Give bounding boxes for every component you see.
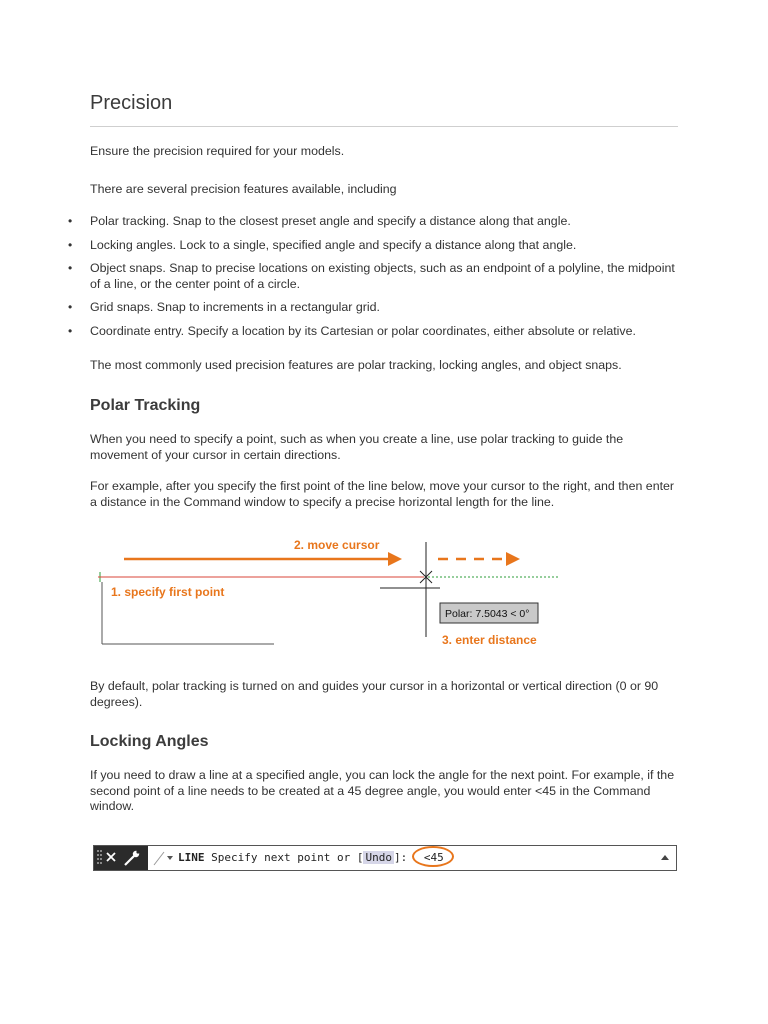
list-item: • Polar tracking. Snap to the closest preset angle and specify a distance along that angle. [68,214,571,228]
command-keyword: LINE [178,851,205,864]
precision-features-list [66,214,680,339]
list-item: • Object snaps. Snap to precise locations on existing objects, such as an endpoint of a polyline, the midpoint of a line, or the center point of a circle. [68,261,675,291]
bullet-icon: • [68,261,73,275]
command-line[interactable] [178,851,452,864]
list-item: • Grid snaps. Snap to increments in a rectangular grid. [68,300,380,314]
locking-angles-heading: Locking Angles [90,733,209,750]
bullet-icon: • [68,323,73,338]
command-input-value: <45 [423,851,444,864]
polar-text-2: For example, after you specify the first point of the line below, move your cursor to the right, and then enter a distance in the Command window to specify a precise horizontal length for the line. [90,479,675,509]
command-prompt-close: ]: [393,851,408,864]
scroll-up-icon[interactable] [660,854,670,862]
move-arrow-head-icon [388,552,402,566]
summary-text: The most commonly used precision features are polar tracking, locking angles, and object snaps. [90,358,622,372]
label-first-point: 1. specify first point [111,585,225,599]
list-item: • Coordinate entry. Specify a location by its Cartesian or polar coordinates, either absolute or relative. [68,323,636,338]
command-prompt: Specify next point or [ [211,851,364,864]
bullet-icon: • [68,214,73,228]
close-icon[interactable] [107,853,115,861]
bullet-icon: • [68,237,73,252]
line-tool-icon [154,852,164,865]
locking-text-1: If you need to draw a line at a specified angle, you can lock the angle for the next point. For example, if the second point of a line needs to be created at a 45 degree angle, you would enter <45 in the Command window. [90,768,675,813]
label-enter-distance: 3. enter distance [442,633,537,647]
polar-tooltip-text: Polar: 7.5043 < 0° [445,608,530,620]
command-input[interactable] [416,851,452,864]
polar-tracking-heading: Polar Tracking [90,397,201,414]
label-move-cursor: 2. move cursor [294,538,380,552]
page-title: Precision [90,92,173,114]
title-divider [90,126,678,127]
command-window-toolbar [94,846,148,870]
grip-icon[interactable] [97,850,102,864]
wrench-icon[interactable] [125,850,140,865]
dropdown-arrow-icon[interactable] [167,856,173,860]
polar-tracking-figure [90,530,570,650]
polar-text-1: When you need to specify a point, such as when you create a line, use polar tracking to guide the movement of your cursor in certain directions. [90,432,624,462]
list-item: • Locking angles. Lock to a single, specified angle and specify a distance along that angle. [68,237,577,252]
command-window[interactable] [93,845,677,871]
command-input-area [152,849,176,867]
dashed-arrow-head-icon [506,552,520,566]
polar-text-3: By default, polar tracking is turned on and guides your cursor in a horizontal or vertical direction (0 or 90 degrees). [90,679,659,709]
intro-text-1: Ensure the precision required for your models. [90,144,345,158]
intro-text-2: There are several precision features available, including [90,182,397,196]
undo-option[interactable]: Undo [365,851,392,864]
bullet-icon: • [68,300,73,314]
highlight-ellipse [412,846,454,867]
